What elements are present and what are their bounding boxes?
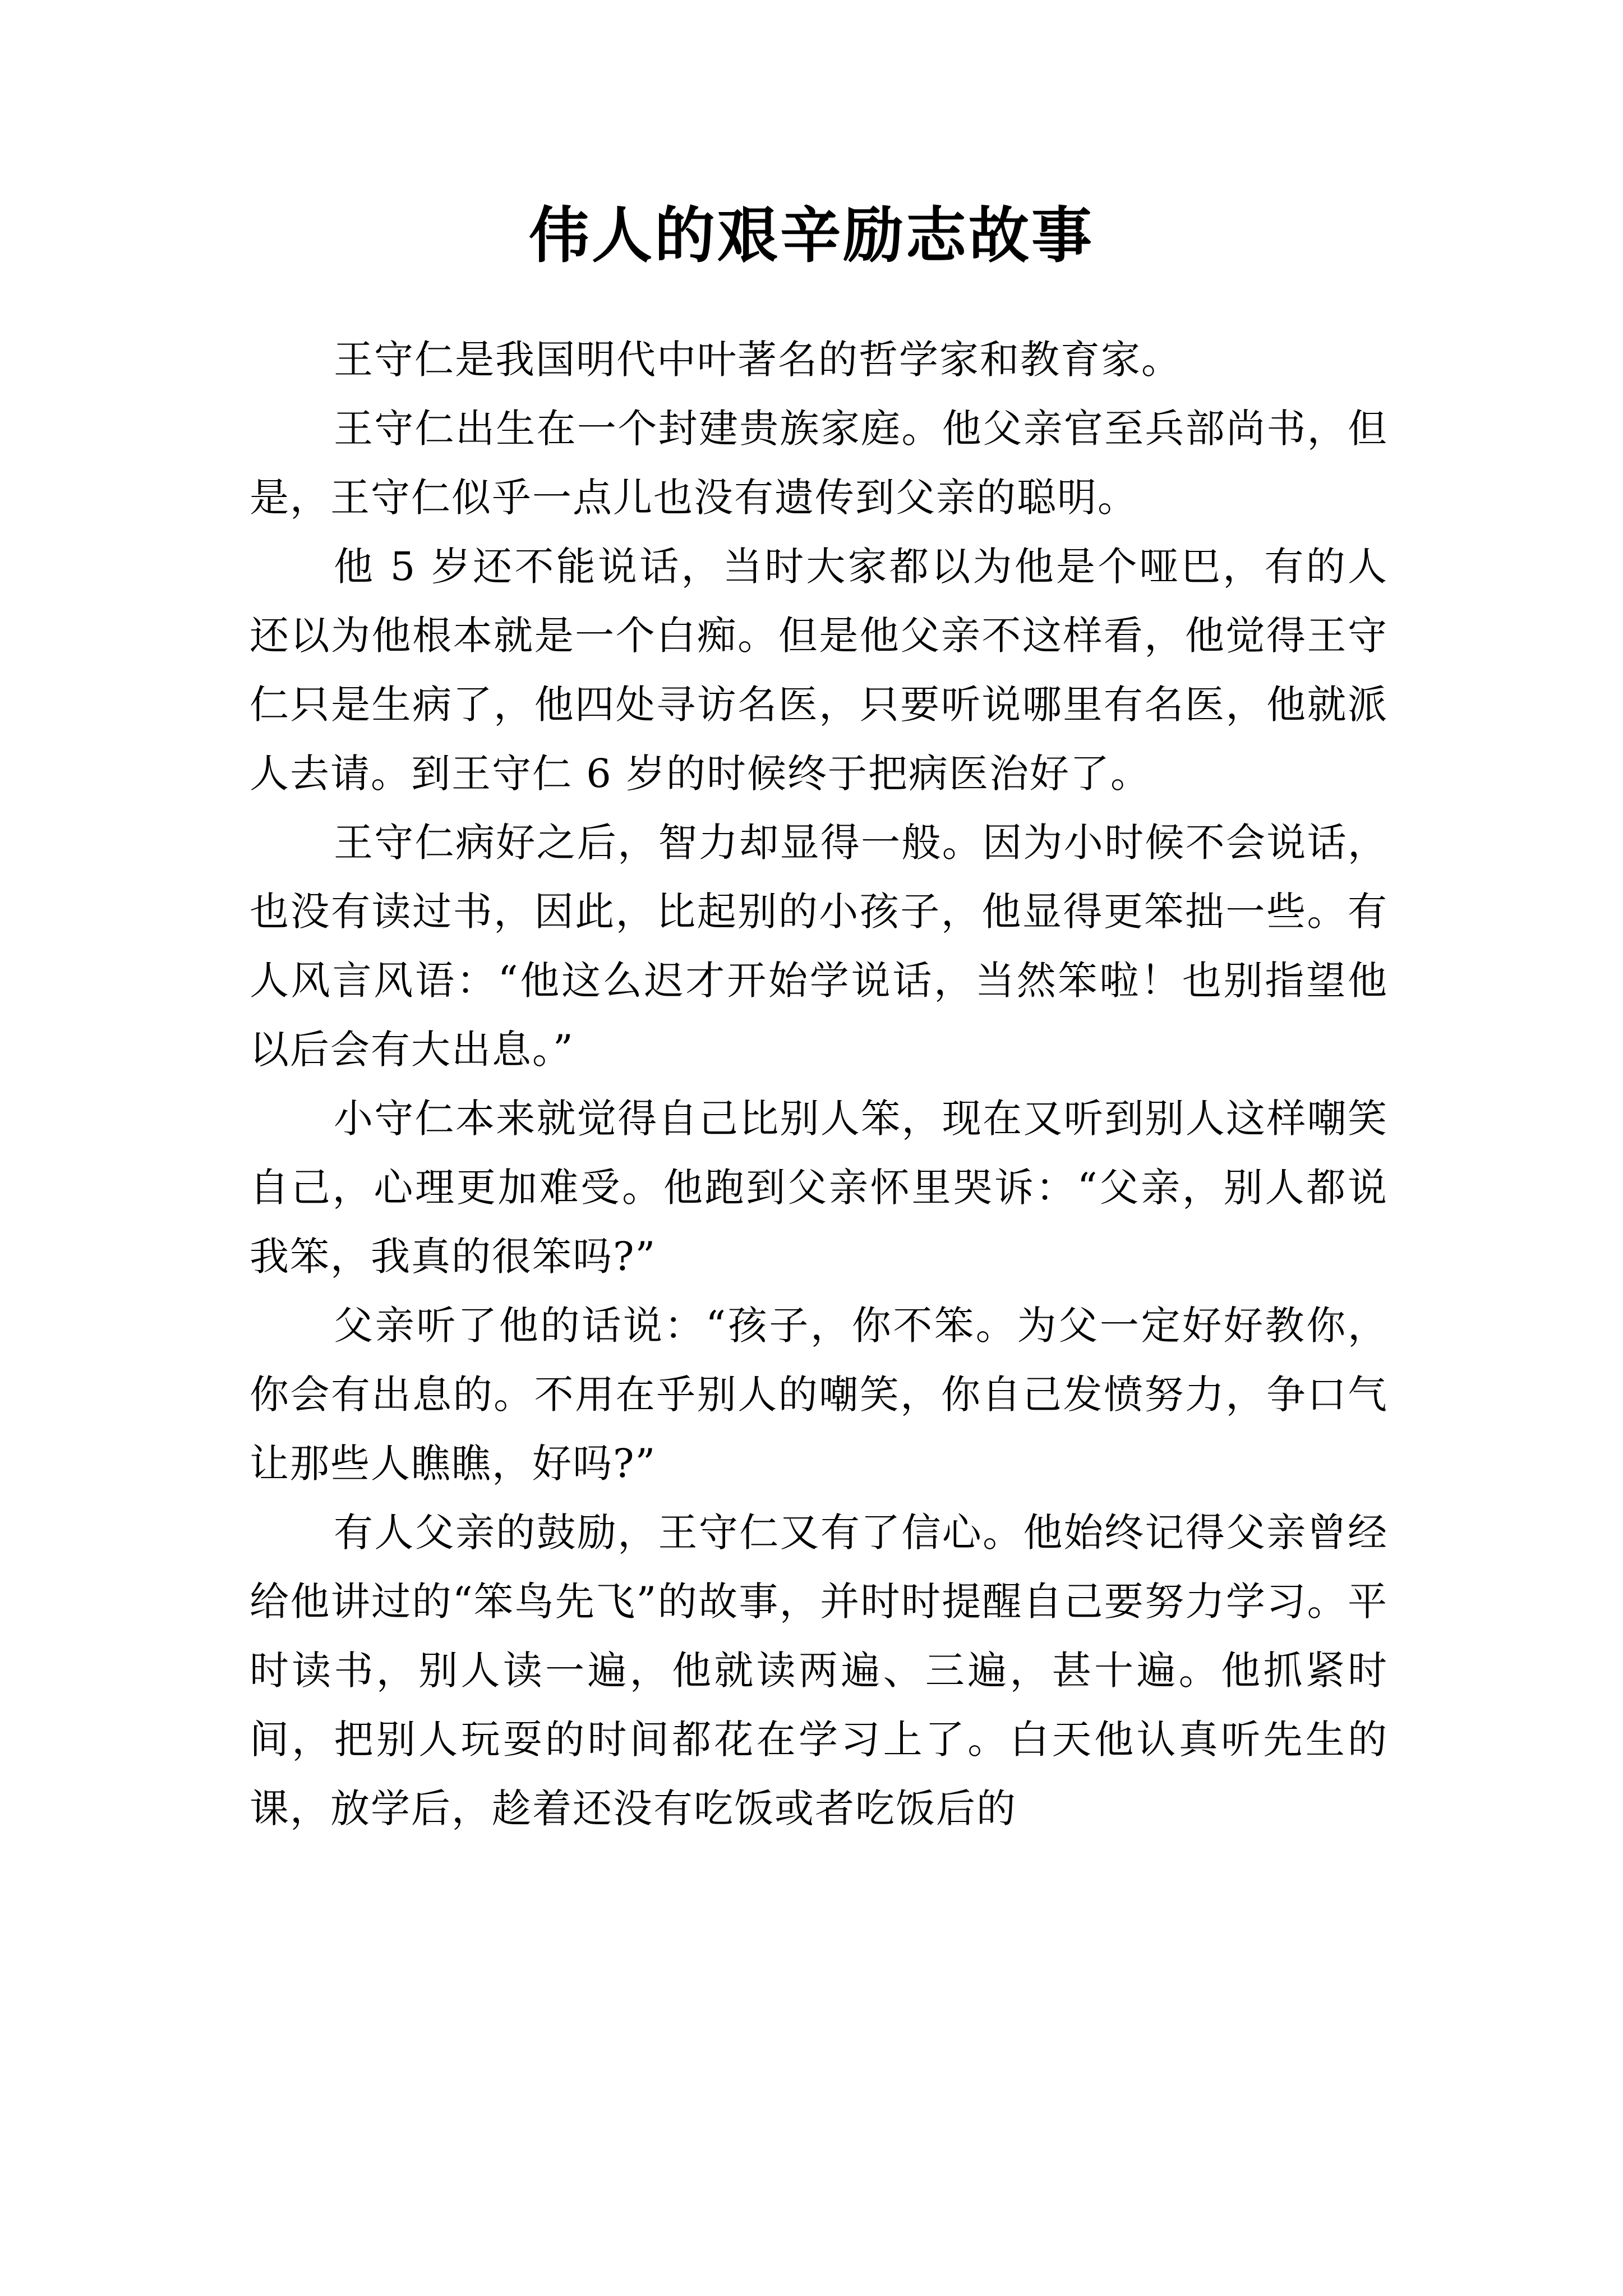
paragraph: 王守仁病好之后，智力却显得一般。因为小时候不会说话，也没有读过书，因此，比起别的小孩子，他显得更笨拙一些。有人风言风语：“他这么迟才开始学说话，当然笨啦！也别指望他以后会有大出息。” (250, 820, 1388, 1073)
document-body (250, 325, 1388, 1843)
paragraph: 父亲听了他的话说：“孩子，你不笨。为父一定好好教你，你会有出息的。不用在乎别人的嘲笑，你自己发愤努力，争口气让那些人瞧瞧，好吗?” (250, 1303, 1388, 1487)
paragraph: 有人父亲的鼓励，王守仁又有了信心。他始终记得父亲曾经给他讲过的“笨鸟先飞”的故事，并时时提醒自己要努力学习。平时读书，别人读一遍，他就读两遍、三遍，甚十遍。他抓紧时间，把别人玩耍的时间都花在学习上了。白天他认真听先生的课，放学后，趁着还没有吃饭或者吃饭后的 (250, 1510, 1388, 1832)
document-title: 伟人的艰辛励志故事 (528, 200, 1094, 271)
paragraph: 王守仁是我国明代中叶著名的哲学家和教育家。 (334, 337, 1182, 383)
paragraph: 小守仁本来就觉得自己比别人笨，现在又听到别人这样嘲笑自己，心理更加难受。他跑到父亲怀里哭诉：“父亲，别人都说我笨，我真的很笨吗?” (250, 1096, 1388, 1280)
paragraph: 王守仁出生在一个封建贵族家庭。他父亲官至兵部尚书，但是，王守仁似乎一点儿也没有遗传到父亲的聪明。 (250, 406, 1388, 521)
paragraph: 他 5 岁还不能说话，当时大家都以为他是个哑巴，有的人还以为他根本就是一个白痴。但是他父亲不这样看，他觉得王守仁只是生病了，他四处寻访名医，只要听说哪里有名医，他就派人去请。到王守仁 6 岁的时候终于把病医治好了。 (250, 544, 1388, 797)
